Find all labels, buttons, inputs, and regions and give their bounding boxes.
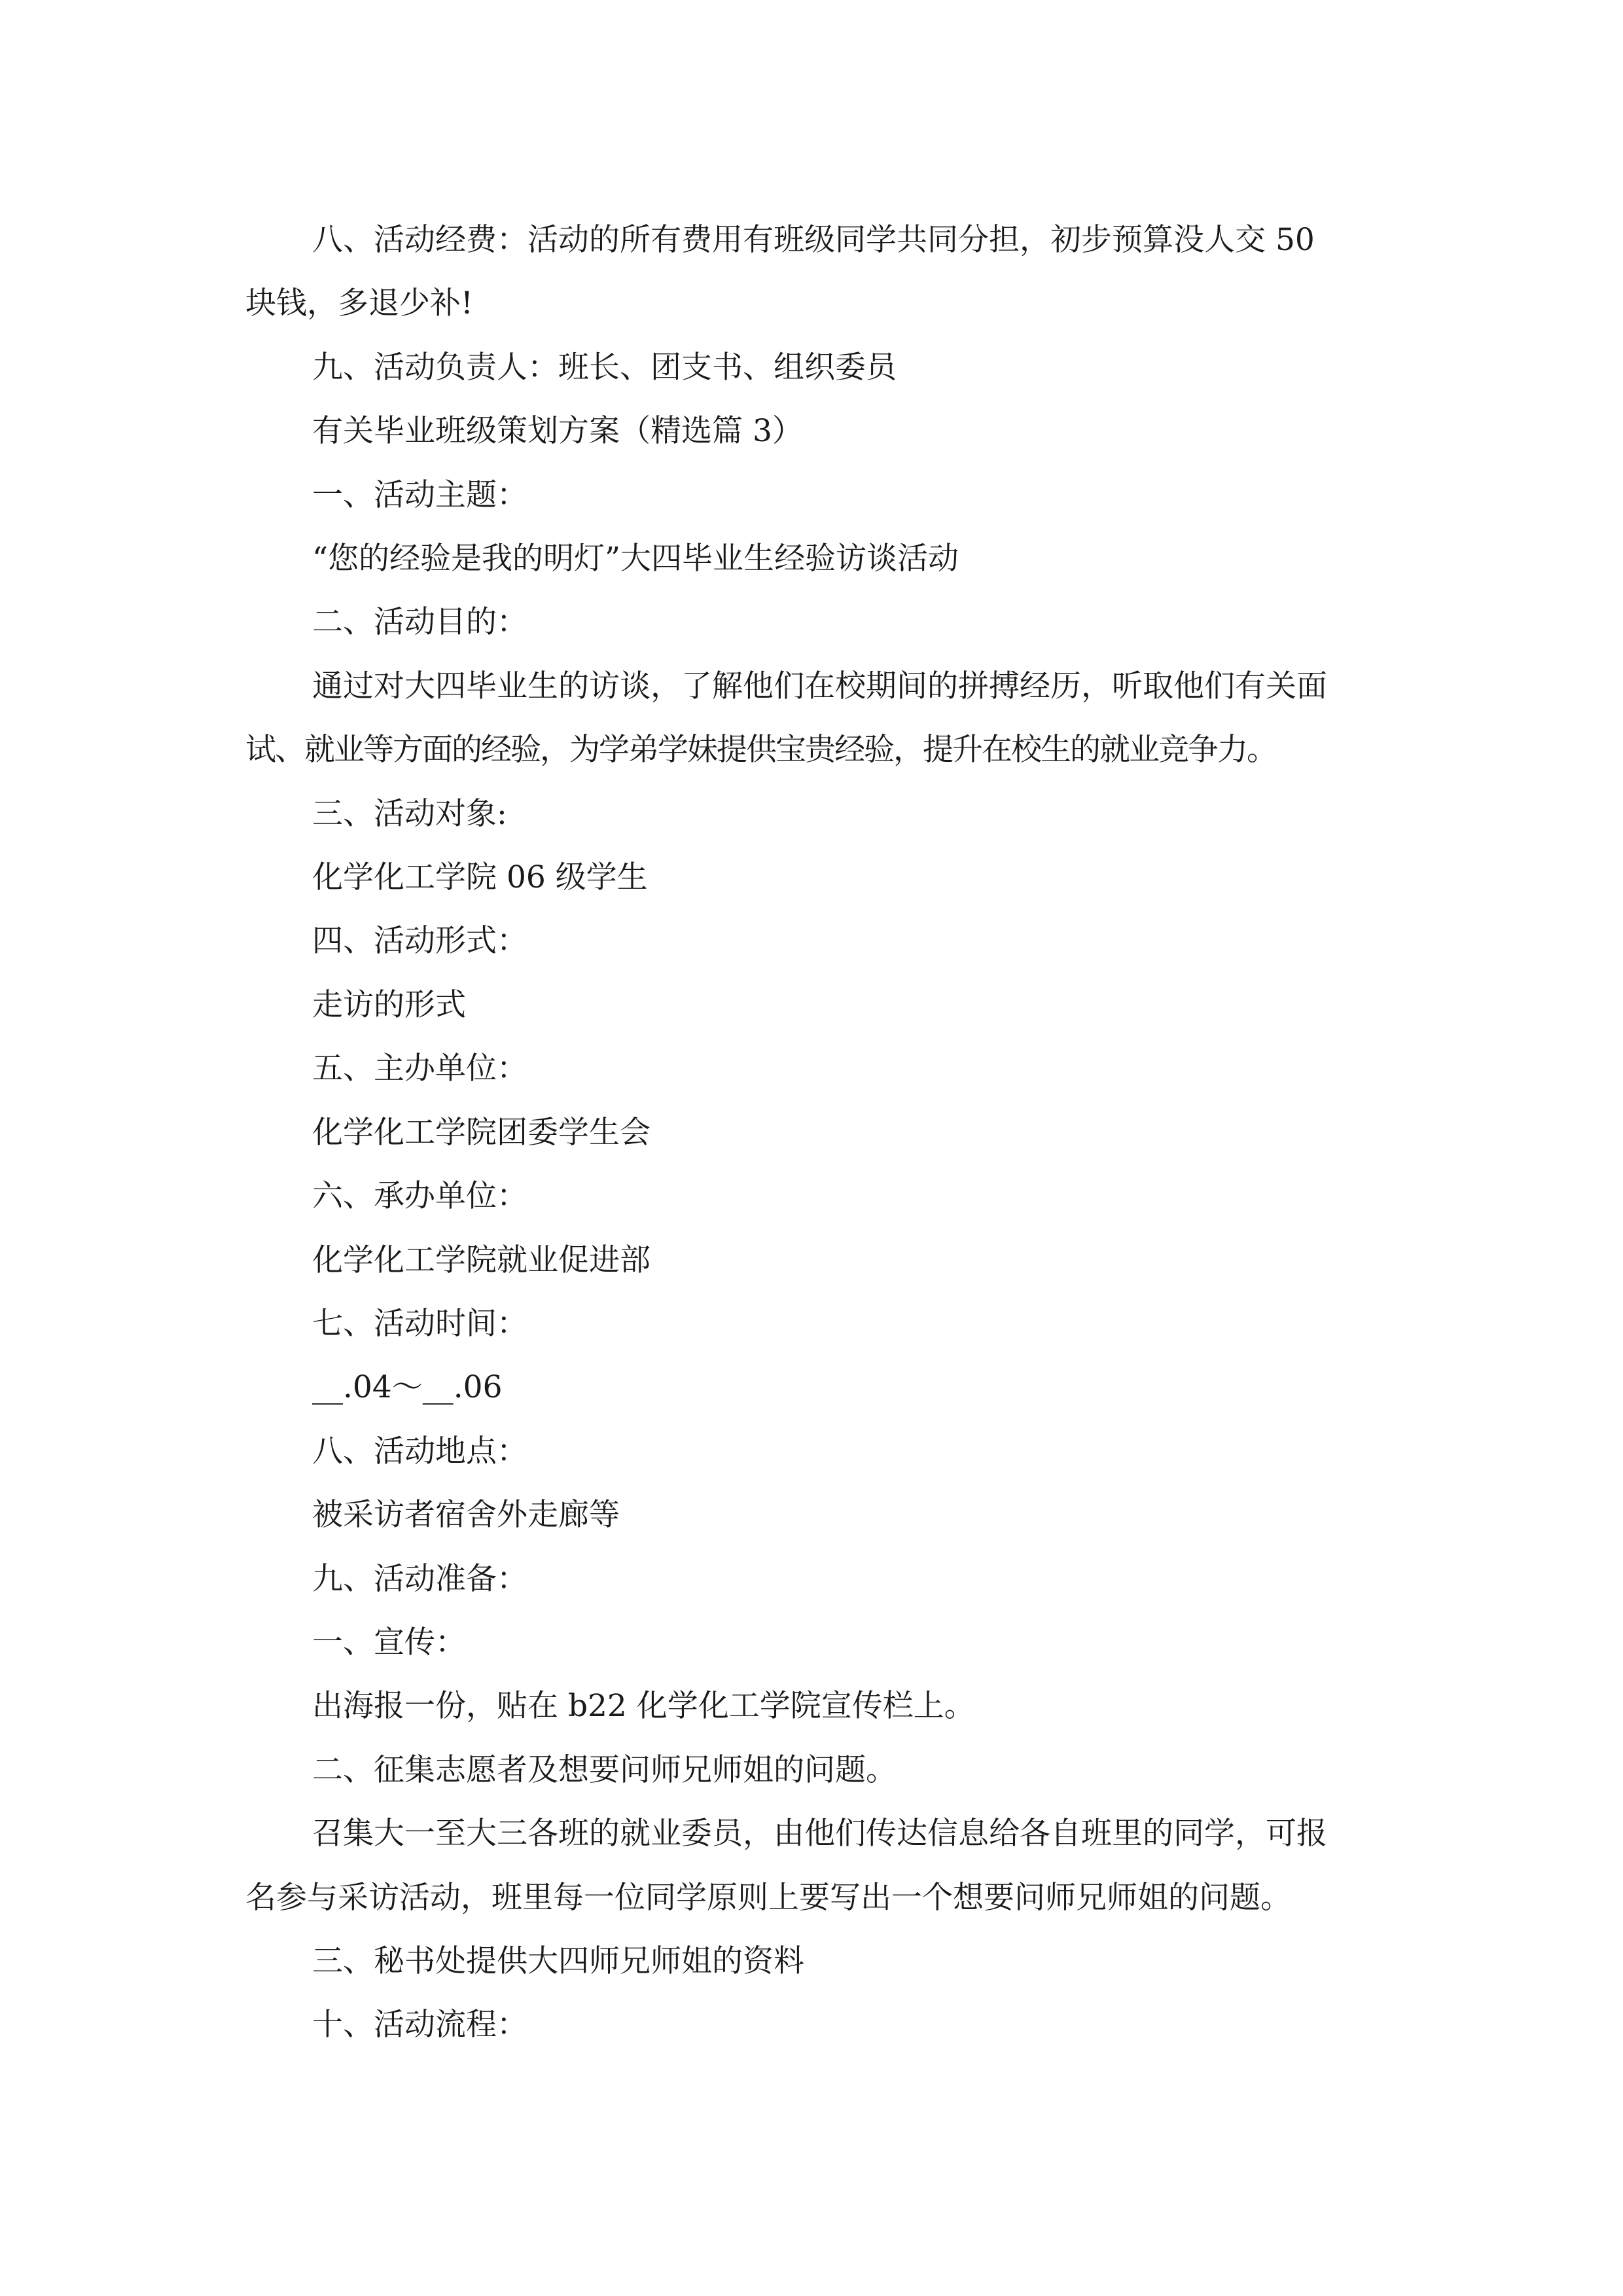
paragraph-purpose: 通过对大四毕业生的访谈，了解他们在校期间的拼搏经历，听取他们有关面 bbox=[312, 668, 1327, 704]
heading-purpose: 二、活动目的： bbox=[312, 604, 527, 641]
paragraph-responsible: 九、活动负责人：班长、团支书、组织委员 bbox=[312, 349, 897, 386]
paragraph-theme: “您的经验是我的明灯”大四毕业生经验访谈活动 bbox=[312, 541, 959, 577]
heading-materials: 三、秘书处提供大四师兄师姐的资料 bbox=[312, 1943, 804, 1979]
paragraph-organizer: 化学化工学院团委学生会 bbox=[312, 1114, 651, 1151]
heading-host: 六、承办单位： bbox=[312, 1178, 527, 1215]
section-title: 有关毕业班级策划方案（精选篇 3） bbox=[312, 413, 803, 450]
paragraph-volunteers-continued: 名参与采访活动，班里每一位同学原则上要写出一个想要问师兄师姐的问题。 bbox=[245, 1879, 1291, 1916]
heading-audience: 三、活动对象: bbox=[312, 795, 507, 832]
paragraph-publicity: 出海报一份，贴在 b22 化学化工学院宣传栏上。 bbox=[312, 1688, 975, 1725]
heading-theme: 一、活动主题： bbox=[312, 476, 527, 513]
paragraph-host: 化学化工学院就业促进部 bbox=[312, 1242, 651, 1278]
heading-location: 八、活动地点： bbox=[312, 1433, 527, 1469]
heading-time: 七、活动时间： bbox=[312, 1305, 527, 1342]
paragraph-format: 走访的形式 bbox=[312, 986, 466, 1023]
paragraph-funding: 八、活动经费：活动的所有费用有班级同学共同分担，初步预算没人交 50 bbox=[312, 222, 1315, 258]
paragraph-location: 被采访者宿舍外走廊等 bbox=[312, 1497, 620, 1534]
heading-publicity: 一、宣传： bbox=[312, 1624, 466, 1660]
heading-preparation: 九、活动准备： bbox=[312, 1560, 527, 1597]
heading-volunteers: 二、征集志愿者及想要问师兄师姐的问题。 bbox=[312, 1751, 897, 1788]
paragraph-time: __.04～__.06 bbox=[312, 1369, 503, 1406]
heading-format: 四、活动形式： bbox=[312, 923, 527, 960]
heading-organizer: 五、主办单位： bbox=[312, 1050, 527, 1087]
paragraph-audience: 化学化工学院 06 级学生 bbox=[312, 859, 648, 896]
document-body bbox=[245, 208, 1404, 2057]
paragraph-funding-continued: 块钱，多退少补! bbox=[245, 285, 473, 322]
paragraph-volunteers: 召集大一至大三各班的就业委员，由他们传达信息给各自班里的同学，可报 bbox=[312, 1816, 1327, 1852]
paragraph-purpose-continued: 试、就业等方面的经验，为学弟学妹提供宝贵经验，提升在校生的就业竞争力。 bbox=[245, 732, 1276, 768]
heading-process: 十、活动流程： bbox=[312, 2007, 527, 2043]
